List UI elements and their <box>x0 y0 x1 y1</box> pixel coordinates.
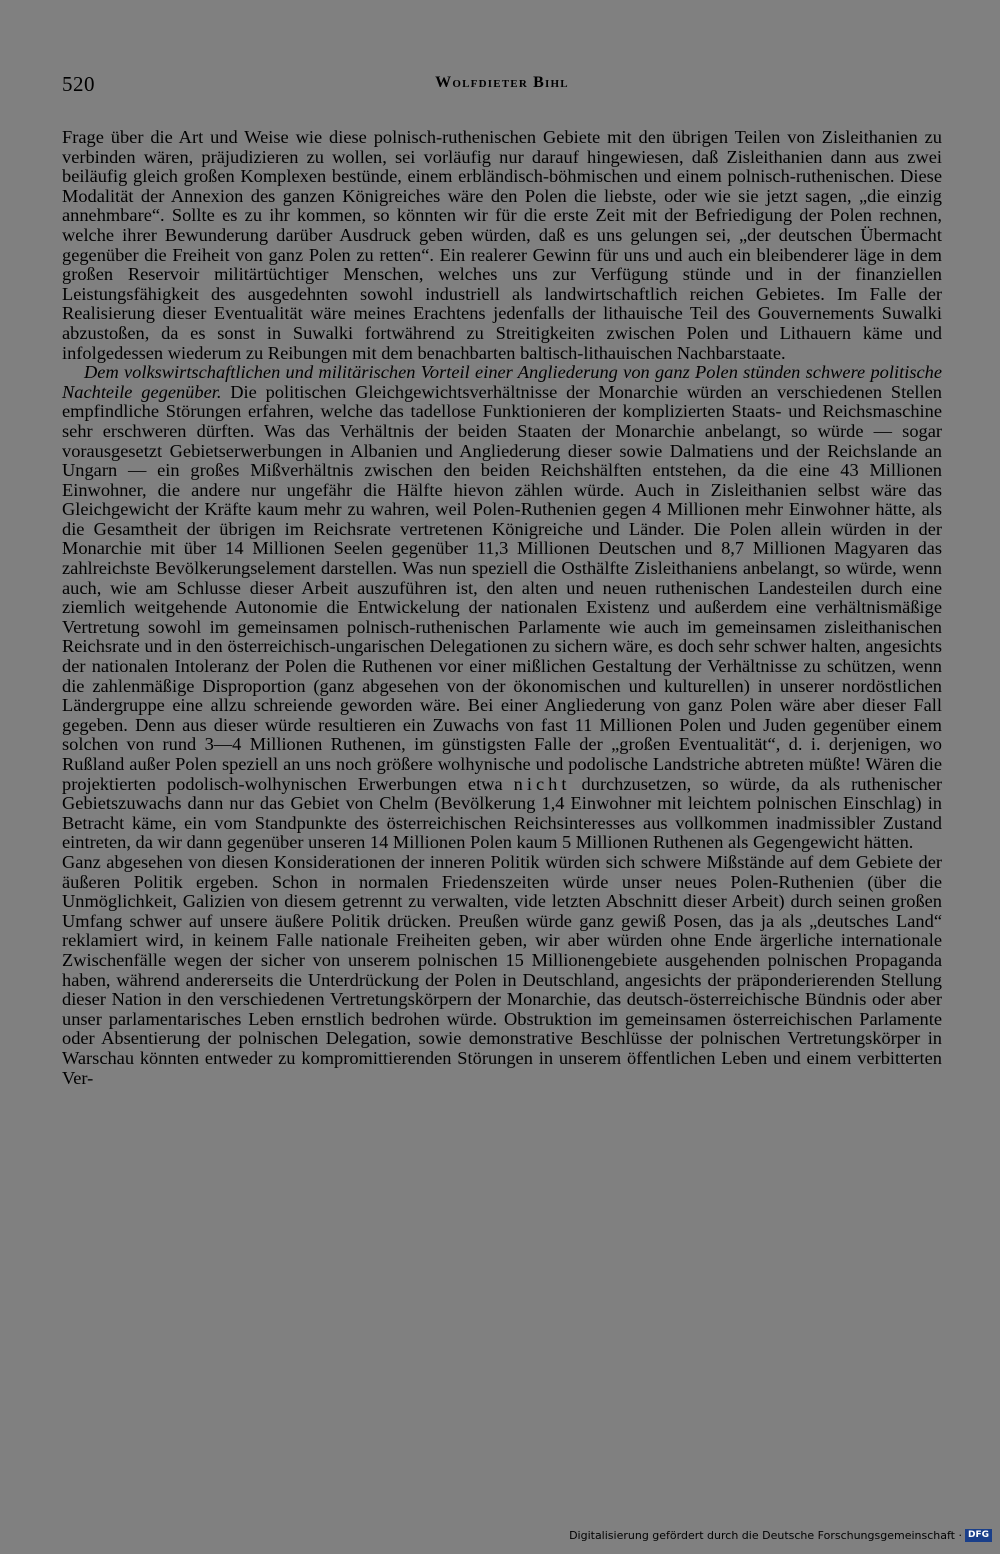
page-number: 520 <box>62 72 95 96</box>
paragraph-text: durchzusetzen, so würde, da als ruthenischer Gebietszuwachs dann nur das Gebiet von Chelm (Bevölkerung 1,4 Einwohner mit leichtem polnischen Einschlag) in Betracht käme, ein vom Standpunkte des österreichischen Reichsinteresses aus vollkommen inadmissibler Zustand eintreten, da wir dann gegenüber unseren 14 Millionen Polen kaum 5 Millionen Ruthenen als Gegengewicht hätten. <box>62 773 943 853</box>
digitization-credit <box>569 1529 992 1542</box>
running-head: Wolfdieter Bihl <box>435 74 569 91</box>
spaced-emphasis: nicht <box>513 773 571 794</box>
credit-text: Digitalisierung gefördert durch die Deutsche Forschungsgemeinschaft · <box>569 1529 962 1542</box>
italic-lead-sentence: Dem volkswirtschaftlichen und militärischen Vorteil einer Angliederung von ganz Polen stünden schwere politische Nachteile gegenüber. <box>62 362 942 402</box>
paragraph <box>62 363 942 853</box>
paragraph-text: Die politischen Gleichgewichtsverhältnisse der Monarchie würden an verschiedenen Stellen empfindliche Störungen erfahren, welche das tadellose Funktionieren der komplizierten Staats- und Reichsmaschine sehr erschweren dürften. Was das Verhältnis der beiden Staaten der Monarchie anbelangt, so würde — sogar vorausgesetzt Gebietserwerbungen in Albanien und Angliederung dieser sowie Dalmatiens und der Reichslande an Ungarn — ein großes Mißverhältnis zwischen den beiden Reichshälften entstehen, da die eine 43 Millionen Einwohner, die andere nur ungefähr die Hälfte hievon zählen würde. Auch in Zisleithanien selbst wäre das Gleichgewicht der Kräfte kaum mehr zu wahren, weil Polen-Ruthenien gegen 4 Millionen mehr Einwohner hätte, als die Gesamtheit der übrigen im Reichsrate vertretenen Königreiche und Länder. Die Polen allein würden in der Monarchie mit über 14 Millionen Seelen gegenüber 11,3 Millionen Deutschen und 8,7 Millionen Magyaren das zahlreichste Bevölkerungselement darstellen. Was nun speziell die Osthälfte Zisleithaniens anbelangt, so würde, wenn auch, wie am Schlusse dieser Arbeit auszuführen ist, den alten und neuen ruthenischen Landesteilen durch eine ziemlich weitgehende Autonomie die Entwickelung der nationalen Existenz und außerdem eine verhältnismäßige Vertretung sowohl im gemeinsamen polnisch-ruthenischen Parlamente wie auch im gemeinsamen zisleithanischen Reichsrate und in den österreichisch-ungarischen Delegationen zu sichern wäre, es doch sehr schwer halten, angesichts der nationalen Intoleranz der Polen die Ruthenen vor einer mißlichen Gestaltung der Verhältnisse zu schützen, wenn die zahlenmäßige Disproportion (ganz abgesehen von der ökonomischen und kulturellen) in unserer nordöstlichen Ländergruppe eine allzu schreiende geworden wäre. Bei einer Angliederung von ganz Polen wäre aber dieser Fall gegeben. Denn aus dieser würde resultieren ein Zuwachs von fast 11 Millionen Polen und Juden gegenüber einem solchen von rund 3—4 Millionen Ruthenen, im günstigsten Falle der „großen Eventualität“, d. i. derjenigen, wo Rußland außer Polen speziell an uns noch größere wolhynische und podolische Landstriche abtreten müßte! Wären die projektierten podolisch-wolhynischen Erwerbungen etwa <box>62 381 942 794</box>
page-header <box>62 72 942 102</box>
body-text <box>62 128 942 1088</box>
paragraph: Frage über die Art und Weise wie diese polnisch-ruthenischen Gebiete mit den übrigen Teilen von Zisleithanien zu verbinden wären, präjudizieren zu wollen, sei vorläufig nur darauf hingewiesen, daß Zisleithanien dann aus zwei beiläufig gleich großen Komplexen bestünde, einem erbländisch-böhmischen und einem polnisch-ruthenischen. Diese Modalität der Annexion des ganzen Königreiches wäre den Polen die liebste, oder wie sie jetzt sagen, „die einzig annehmbare“. Sollte es zu ihr kommen, so könnten wir für die erste Zeit mit der Befriedigung der Polen rechnen, welche ihrer Bewunderung darüber Ausdruck geben würden, daß es uns gelungen sei, „der deutschen Übermacht gegenüber die Freiheit von ganz Polen zu retten“. Ein realerer Gewinn für uns und auch ein bleibenderer läge in dem großen Reservoir militärtüchtiger Menschen, welches uns zur Verfügung stünde und in der finanziellen Leistungsfähigkeit des ausgedehnten sowohl industriell als landwirtschaftlich reichen Gebietes. Im Falle der Realisierung dieser Eventualität wäre meines Erachtens jedenfalls der lithauische Teil des Gouvernements Suwalki abzustoßen, da es sonst in Suwalki fortwährend zu Streitigkeiten zwischen Polen und Lithauern käme und infolgedessen wiederum zu Reibungen mit dem benachbarten baltisch-lithauischen Nachbarstaate. <box>62 127 942 363</box>
dfg-logo: DFG <box>965 1529 992 1542</box>
paragraph: Ganz abgesehen von diesen Konsiderationen der inneren Politik würden sich schwere Mißstände auf dem Gebiete der äußeren Politik ergeben. Schon in normalen Friedenszeiten würde unser neues Polen-Ruthenien (über die Unmöglichkeit, Galizien von diesem getrennt zu verwalten, vide letzten Abschnitt dieser Arbeit) durch seinen großen Umfang schwer auf unsere äußere Politik drücken. Preußen würde ganz gewiß Posen, das ja als „deutsches Land“ reklamiert wird, in keinem Falle nationale Freiheiten geben, wir aber würden ohne Ende ärgerliche internationale Zwischenfälle wegen der sicher von unserem polnischen 15 Millionengebiete ausgehenden polnischen Propaganda haben, während andererseits die Unterdrückung der Polen in Deutschland, angesichts der präponderierenden Stellung dieser Nation in den verschiedenen Vertretungskörpern der Monarchie, das deutsch-österreichische Bündnis oder aber unser parlamentarisches Leben ernstlich bedrohen würde. Obstruktion im gemeinsamen österreichischen Parlamente oder Absentierung der polnischen Delegation, sowie demonstrative Beschlüsse der polnischen Vertretungskörper in Warschau könnten entweder zu kompromittierenden Störungen in unserem öffentlichen Leben und einem verbitterten Ver- <box>62 851 942 1088</box>
